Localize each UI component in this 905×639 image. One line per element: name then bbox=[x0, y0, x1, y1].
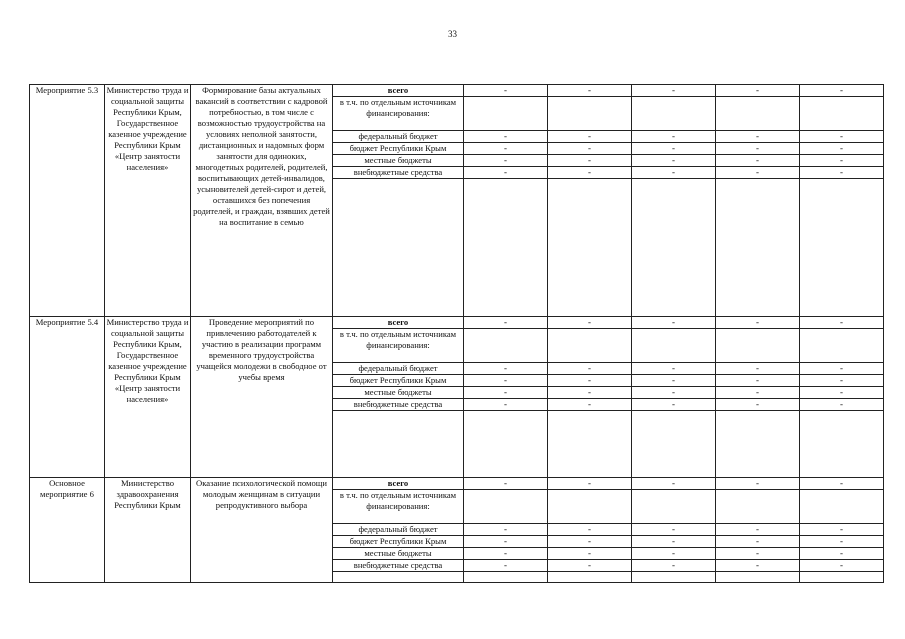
value-cell bbox=[716, 97, 800, 131]
filler-cell bbox=[800, 179, 884, 317]
table-row bbox=[30, 85, 884, 97]
filler-cell bbox=[632, 411, 716, 478]
filler-cell bbox=[632, 179, 716, 317]
executor-cell: Министерство здравоохранения Республики Крым bbox=[105, 478, 191, 583]
value-cell: - bbox=[800, 548, 884, 560]
value-cell: - bbox=[464, 375, 548, 387]
value-cell: - bbox=[548, 167, 632, 179]
value-cell: - bbox=[464, 478, 548, 490]
value-cell: - bbox=[464, 524, 548, 536]
source-by-sources: в т.ч. по отдельным источникам финансирования: bbox=[333, 329, 464, 363]
value-cell: - bbox=[716, 387, 800, 399]
description-cell: Формирование базы актуальных вакансий в соответствии с кадровой потребностью, в том числе с возможностью трудоустройства на условиях неполной занятости, дистанционных и надомных форм занятости для одиноких, многодетных родителей, родителей, воспитывающих детей-инвалидов, усыновителей детей-сирот и детей, оставшихся без попечения родителей, и граждан, взявших детей на воспитание в семью bbox=[191, 85, 333, 317]
value-cell: - bbox=[716, 317, 800, 329]
value-cell: - bbox=[548, 524, 632, 536]
source-extra: внебюджетные средства bbox=[333, 560, 464, 572]
filler-cell bbox=[333, 179, 464, 317]
value-cell: - bbox=[548, 363, 632, 375]
value-cell: - bbox=[800, 399, 884, 411]
value-cell: - bbox=[716, 375, 800, 387]
value-cell: - bbox=[800, 536, 884, 548]
value-cell: - bbox=[716, 536, 800, 548]
filler-cell bbox=[548, 572, 632, 583]
filler-cell bbox=[716, 572, 800, 583]
value-cell: - bbox=[548, 536, 632, 548]
value-cell bbox=[548, 490, 632, 524]
value-cell: - bbox=[716, 143, 800, 155]
measure-code: Мероприятие 5.3 bbox=[30, 85, 105, 317]
value-cell: - bbox=[632, 524, 716, 536]
funding-table bbox=[29, 84, 884, 583]
value-cell: - bbox=[800, 317, 884, 329]
value-cell: - bbox=[464, 85, 548, 97]
value-cell: - bbox=[548, 131, 632, 143]
value-cell: - bbox=[716, 85, 800, 97]
value-cell: - bbox=[464, 387, 548, 399]
value-cell: - bbox=[464, 363, 548, 375]
value-cell: - bbox=[632, 363, 716, 375]
value-cell bbox=[716, 490, 800, 524]
table-row bbox=[30, 317, 884, 329]
source-republic: бюджет Республики Крым bbox=[333, 143, 464, 155]
value-cell bbox=[632, 97, 716, 131]
filler-cell bbox=[548, 179, 632, 317]
value-cell: - bbox=[548, 155, 632, 167]
value-cell: - bbox=[464, 536, 548, 548]
filler-cell bbox=[716, 179, 800, 317]
value-cell: - bbox=[548, 85, 632, 97]
value-cell: - bbox=[548, 399, 632, 411]
value-cell: - bbox=[632, 155, 716, 167]
source-federal: федеральный бюджет bbox=[333, 524, 464, 536]
source-total: всего bbox=[333, 317, 464, 329]
source-extra: внебюджетные средства bbox=[333, 399, 464, 411]
filler-cell bbox=[548, 411, 632, 478]
value-cell bbox=[716, 329, 800, 363]
value-cell: - bbox=[548, 560, 632, 572]
value-cell: - bbox=[800, 524, 884, 536]
value-cell: - bbox=[632, 548, 716, 560]
value-cell bbox=[464, 490, 548, 524]
measure-code: Мероприятие 5.4 bbox=[30, 317, 105, 478]
value-cell bbox=[800, 97, 884, 131]
value-cell: - bbox=[800, 131, 884, 143]
filler-cell bbox=[716, 411, 800, 478]
filler-cell bbox=[333, 411, 464, 478]
filler-cell bbox=[800, 572, 884, 583]
source-by-sources: в т.ч. по отдельным источникам финансирования: bbox=[333, 490, 464, 524]
value-cell: - bbox=[464, 143, 548, 155]
filler-cell bbox=[464, 411, 548, 478]
value-cell: - bbox=[464, 317, 548, 329]
executor-cell: Министерство труда и социальной защиты Республики Крым, Государственное казенное учреждение Республики Крым «Центр занятости населения» bbox=[105, 317, 191, 478]
value-cell: - bbox=[800, 560, 884, 572]
value-cell: - bbox=[716, 363, 800, 375]
description-cell: Проведение мероприятий по привлечению работодателей к участию в реализации программ временного трудоустройства учащейся молодежи в свободное от учебы время bbox=[191, 317, 333, 478]
value-cell: - bbox=[716, 399, 800, 411]
value-cell: - bbox=[632, 317, 716, 329]
value-cell: - bbox=[632, 131, 716, 143]
value-cell: - bbox=[548, 548, 632, 560]
value-cell: - bbox=[632, 387, 716, 399]
source-total: всего bbox=[333, 85, 464, 97]
value-cell bbox=[464, 329, 548, 363]
value-cell: - bbox=[800, 478, 884, 490]
filler-cell bbox=[464, 572, 548, 583]
value-cell: - bbox=[716, 131, 800, 143]
value-cell: - bbox=[632, 143, 716, 155]
filler-cell bbox=[333, 572, 464, 583]
value-cell: - bbox=[800, 387, 884, 399]
source-republic: бюджет Республики Крым bbox=[333, 375, 464, 387]
value-cell bbox=[632, 329, 716, 363]
value-cell: - bbox=[800, 143, 884, 155]
value-cell: - bbox=[716, 548, 800, 560]
source-by-sources: в т.ч. по отдельным источникам финансирования: bbox=[333, 97, 464, 131]
value-cell: - bbox=[632, 167, 716, 179]
value-cell: - bbox=[632, 560, 716, 572]
value-cell bbox=[800, 490, 884, 524]
value-cell: - bbox=[464, 548, 548, 560]
source-local: местные бюджеты bbox=[333, 155, 464, 167]
value-cell: - bbox=[464, 131, 548, 143]
value-cell: - bbox=[464, 155, 548, 167]
filler-cell bbox=[464, 179, 548, 317]
source-republic: бюджет Республики Крым bbox=[333, 536, 464, 548]
value-cell: - bbox=[716, 560, 800, 572]
value-cell: - bbox=[632, 85, 716, 97]
value-cell: - bbox=[632, 375, 716, 387]
value-cell: - bbox=[800, 85, 884, 97]
measure-code: Основное мероприятие 6 bbox=[30, 478, 105, 583]
source-federal: федеральный бюджет bbox=[333, 131, 464, 143]
source-local: местные бюджеты bbox=[333, 548, 464, 560]
filler-cell bbox=[632, 572, 716, 583]
table-row bbox=[30, 478, 884, 490]
value-cell: - bbox=[464, 167, 548, 179]
value-cell: - bbox=[464, 560, 548, 572]
value-cell: - bbox=[548, 317, 632, 329]
filler-cell bbox=[800, 411, 884, 478]
value-cell bbox=[548, 97, 632, 131]
value-cell: - bbox=[716, 524, 800, 536]
source-extra: внебюджетные средства bbox=[333, 167, 464, 179]
source-local: местные бюджеты bbox=[333, 387, 464, 399]
description-cell: Оказание психологической помощи молодым женщинам в ситуации репродуктивного выбора bbox=[191, 478, 333, 583]
source-federal: федеральный бюджет bbox=[333, 363, 464, 375]
value-cell: - bbox=[800, 155, 884, 167]
value-cell: - bbox=[548, 375, 632, 387]
page-number: 33 bbox=[448, 29, 457, 39]
value-cell bbox=[464, 97, 548, 131]
value-cell: - bbox=[800, 375, 884, 387]
value-cell: - bbox=[464, 399, 548, 411]
source-total: всего bbox=[333, 478, 464, 490]
value-cell: - bbox=[716, 167, 800, 179]
value-cell: - bbox=[548, 387, 632, 399]
value-cell bbox=[800, 329, 884, 363]
value-cell: - bbox=[632, 536, 716, 548]
value-cell bbox=[632, 490, 716, 524]
value-cell: - bbox=[548, 478, 632, 490]
value-cell: - bbox=[800, 167, 884, 179]
value-cell: - bbox=[632, 478, 716, 490]
value-cell bbox=[548, 329, 632, 363]
value-cell: - bbox=[800, 363, 884, 375]
value-cell: - bbox=[632, 399, 716, 411]
value-cell: - bbox=[716, 155, 800, 167]
value-cell: - bbox=[548, 143, 632, 155]
executor-cell: Министерство труда и социальной защиты Республики Крым, Государственное казенное учреждение Республики Крым «Центр занятости населения» bbox=[105, 85, 191, 317]
value-cell: - bbox=[716, 478, 800, 490]
